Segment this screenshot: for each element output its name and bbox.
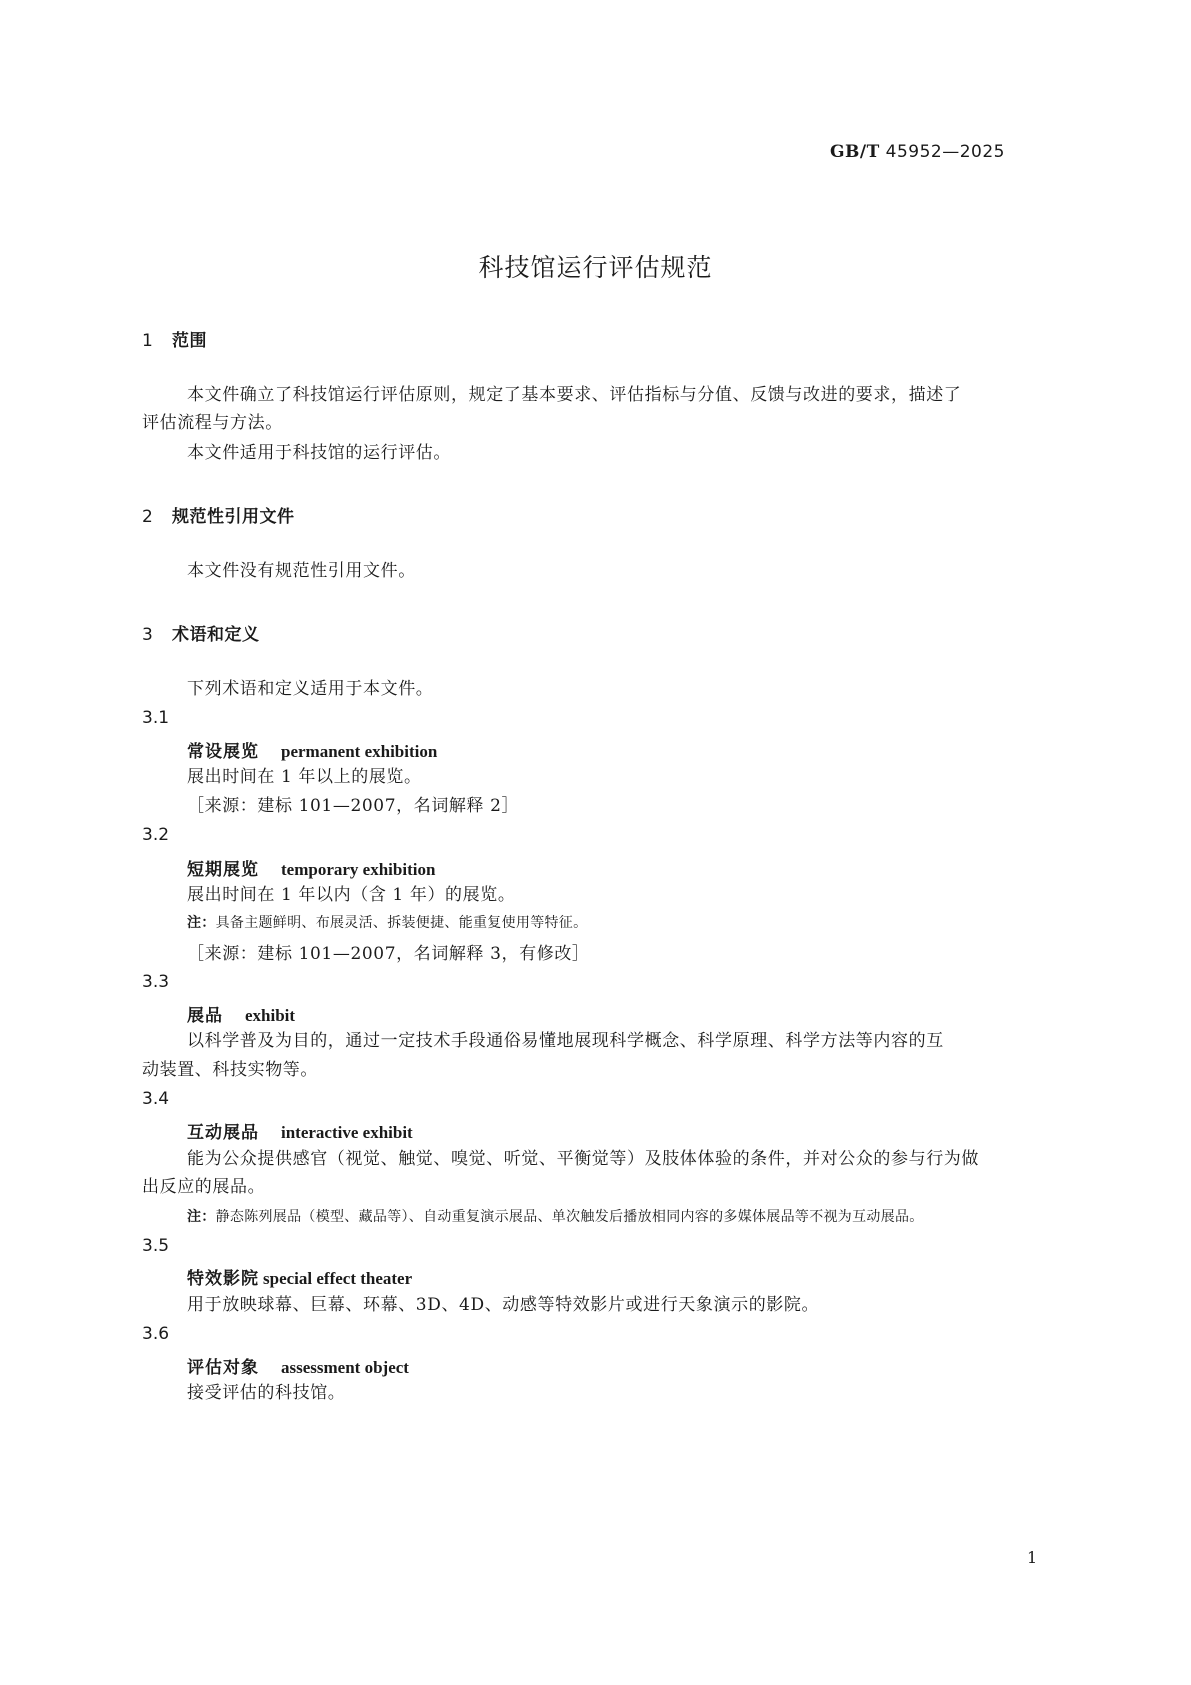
section-number: 1 (142, 331, 154, 351)
term-entry (187, 1264, 412, 1289)
term-number: 3.2 (142, 825, 170, 845)
note-text: 具备主题鲜明、布展灵活、拆装便捷、能重复使用等特征。 (215, 915, 588, 931)
section-title: 范围 (172, 331, 207, 351)
term-definition: 以科学普及为目的，通过一定技术手段通俗易懂地展现科学概念、科学原理、科学方法等内容的互 (187, 1031, 944, 1051)
section-title: 规范性引用文件 (172, 507, 295, 527)
term-number: 3.1 (142, 708, 170, 728)
note-text: 静态陈列展品（模型、藏品等）、自动重复演示展品、单次触发后播放相同内容的多媒体展品等不视为互动展品。 (215, 1209, 924, 1225)
standard-prefix: GB/T (830, 142, 880, 162)
section-title: 术语和定义 (172, 625, 260, 645)
term-zh: 互动展品 (187, 1123, 259, 1143)
term-definition: 接受评估的科技馆。 (187, 1383, 346, 1403)
paragraph: 下列术语和定义适用于本文件。 (187, 679, 434, 699)
term-en: special effect theater (263, 1269, 413, 1288)
term-number: 3.5 (142, 1236, 170, 1256)
term-zh: 评估对象 (187, 1358, 259, 1378)
term-note (187, 912, 587, 932)
section-heading-2 (142, 502, 295, 527)
term-definition: 展出时间在 1 年以内（含 1 年）的展览。 (187, 885, 516, 905)
paragraph: 本文件确立了科技馆运行评估原则，规定了基本要求、评估指标与分值、反馈与改进的要求，描述了 (187, 385, 962, 405)
term-entry (187, 1353, 409, 1378)
term-entry (187, 1001, 295, 1026)
term-note (187, 1206, 924, 1226)
term-en: permanent exhibition (281, 742, 438, 761)
term-entry (187, 855, 435, 880)
term-en: interactive exhibit (281, 1123, 413, 1142)
term-definition-continuation: 动装置、科技实物等。 (142, 1060, 318, 1080)
term-number: 3.6 (142, 1324, 170, 1344)
term-definition: 能为公众提供感官（视觉、触觉、嗅觉、听觉、平衡觉等）及肢体体验的条件，并对公众的参与行为做 (187, 1149, 979, 1169)
term-zh: 短期展览 (187, 860, 259, 880)
term-en: exhibit (245, 1006, 296, 1025)
term-entry (187, 737, 437, 762)
term-en: assessment object (281, 1358, 409, 1377)
term-entry (187, 1118, 413, 1143)
page-number: 1 (1027, 1548, 1038, 1567)
paragraph: 本文件适用于科技馆的运行评估。 (187, 443, 451, 463)
section-number: 3 (142, 625, 154, 645)
term-source: ［来源：建标 101—2007，名词解释 3，有修改］ (187, 944, 590, 964)
paragraph-continuation: 评估流程与方法。 (142, 413, 283, 433)
note-label: 注： (187, 915, 216, 931)
term-zh: 常设展览 (187, 742, 259, 762)
note-label: 注： (187, 1209, 216, 1225)
standard-number: 45952—2025 (885, 142, 1005, 162)
term-definition-continuation: 出反应的展品。 (142, 1177, 266, 1197)
term-source: ［来源：建标 101—2007，名词解释 2］ (187, 796, 520, 816)
section-heading-3 (142, 620, 260, 645)
section-number: 2 (142, 507, 154, 527)
term-definition: 展出时间在 1 年以上的展览。 (187, 767, 422, 787)
term-number: 3.4 (142, 1089, 170, 1109)
term-definition: 用于放映球幕、巨幕、环幕、3D、4D、动感等特效影片或进行天象演示的影院。 (187, 1295, 820, 1315)
term-zh: 特效影院 (187, 1269, 259, 1289)
section-heading-1 (142, 326, 207, 351)
term-en: temporary exhibition (281, 860, 436, 879)
term-zh: 展品 (187, 1006, 223, 1026)
document-title: 科技馆运行评估规范 (478, 253, 713, 282)
document-number (830, 142, 1005, 162)
term-number: 3.3 (142, 972, 170, 992)
paragraph: 本文件没有规范性引用文件。 (187, 561, 416, 581)
